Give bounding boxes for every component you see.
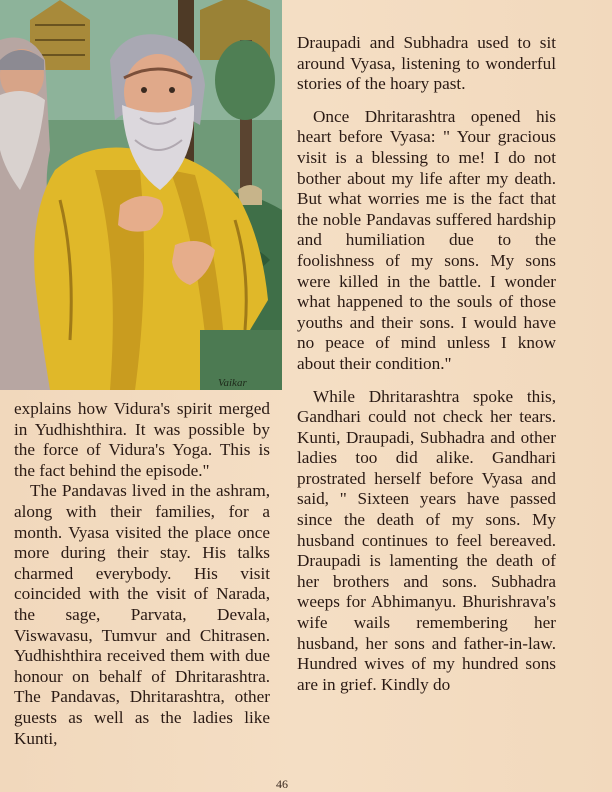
paragraph: Once Dhritarashtra opened his heart before Vyasa: " Your gracious visit is a blessing to me! I do not bother about my life after my death. But what worries me is the fact that the noble Pandavas suffered hardship and humiliation due to the foolishness of my sons. My sons were killed in the battle. I wonder what happened to the souls of those youths and their sons. I would have no peace of mind unless I know about their condition." — [297, 106, 556, 373]
sage-illustration — [0, 0, 282, 390]
illustration-art — [0, 0, 282, 390]
paragraph: explains how Vidura's spirit merged in Yudhishthira. It was possible by the force of Vidura's Yoga. This is the fact behind the episode." — [14, 399, 270, 480]
paragraph: Draupadi and Subhadra used to sit around Vyasa, listening to wonderful stories of the hoary past. — [297, 33, 556, 94]
left-text-column — [14, 399, 270, 749]
right-text-column — [297, 33, 556, 695]
paragraph: The Pandavas lived in the ashram, along with their families, for a month. Vyasa visited the place once more during their stay. His talks charmed everybody. His visit coincided with the visit of Narada, the sage, Parvata, Devala, Viswavasu, Tumvur and Chitrasen. Yudhishthira received them with due honour on behalf of Dhritarashtra. The Pandavas, Dhritarashtra, other guests as well as the ladies like Kunti, — [14, 481, 270, 748]
paragraph: While Dhritarashtra spoke this, Gandhari could not check her tears. Kunti, Draupadi, Subhadra and other ladies too did alike. Gandhari prostrated herself before Vyasa and said, " Sixteen years have passed since the death of my sons. My husband continues to feel bereaved. Draupadi is lamenting the death of her brothers and sons. Subhadra weeps for Abhimanyu. Bhurishrava's wife wails remembering her husband, her sons and father-in-law. Hundred wives of my hundred sons are in grief. Kindly do — [297, 386, 556, 694]
artist-signature: Vaikar — [218, 377, 247, 389]
page-number: 46 — [276, 777, 288, 791]
